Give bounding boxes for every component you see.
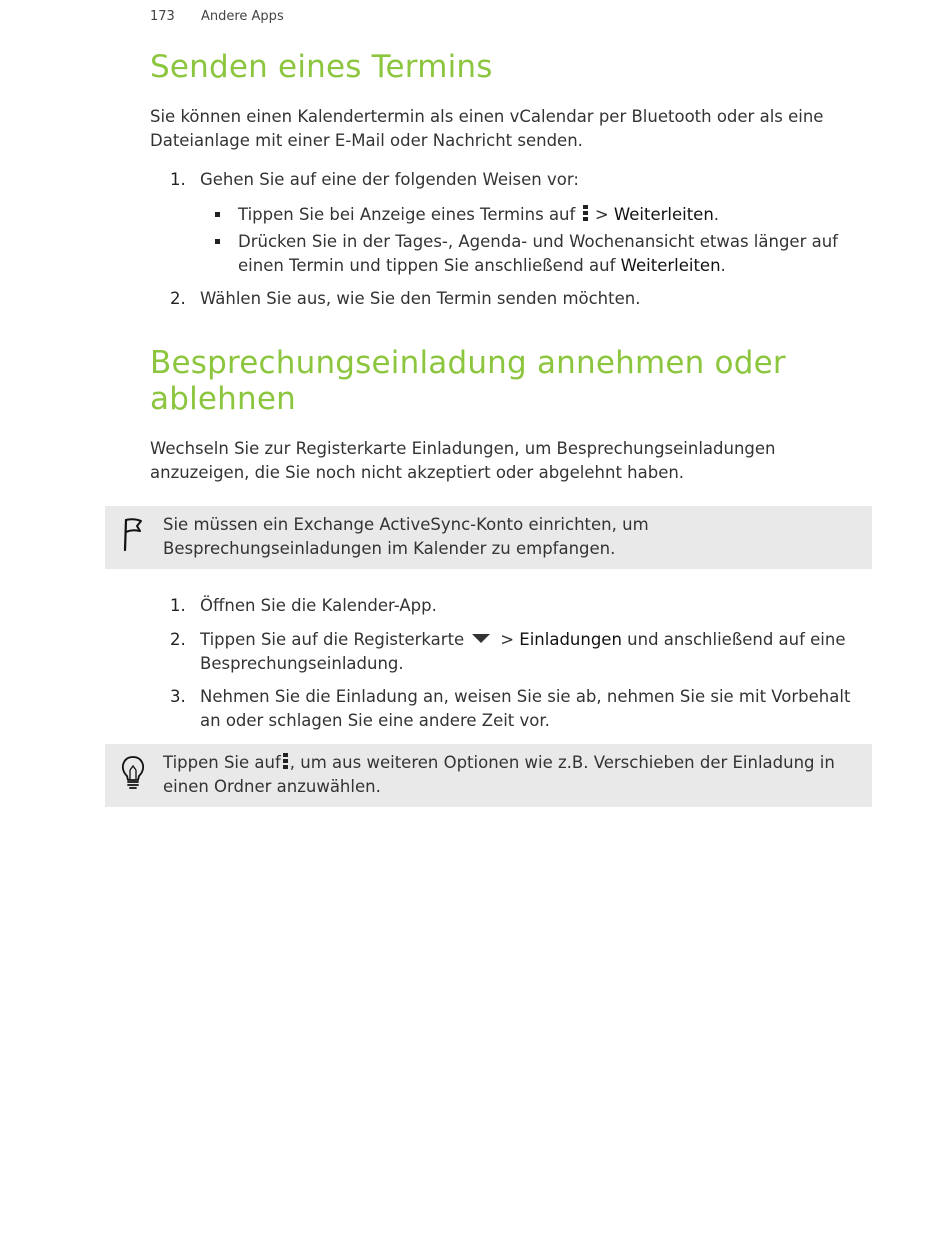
step-number: 1. — [170, 596, 186, 615]
bullet-text: Drücken Sie in der Tages-, Agenda- und Wochenansicht etwas länger auf einen Termin und tippen Sie anschließend auf — [238, 232, 838, 275]
tip-box: Tippen Sie auf , um aus weiteren Optionen wie z.B. Verschieben der Einladung in einen Ordner anzuwählen. — [105, 744, 872, 807]
kebab-menu-icon — [283, 753, 288, 770]
step-number: 3. — [170, 687, 186, 706]
step-number: 2. — [170, 289, 186, 308]
separator: > — [500, 630, 520, 649]
page-header — [150, 9, 284, 24]
step-number: 1. — [170, 170, 186, 189]
separator: > — [589, 205, 614, 224]
kebab-menu-icon — [583, 205, 588, 222]
tip-text: Tippen Sie auf — [163, 753, 281, 772]
forward-label: Weiterleiten — [613, 205, 714, 224]
section-title-send-event: Senden eines Termins — [150, 49, 493, 85]
step-text: Öffnen Sie die Kalender-App. — [200, 596, 437, 615]
step-number: 2. — [170, 630, 186, 649]
flag-icon — [120, 516, 144, 556]
step-text: Gehen Sie auf eine der folgenden Weisen vor: — [200, 170, 579, 189]
note-text: Sie müssen ein Exchange ActiveSync-Konto einrichten, um Besprechungseinladungen im Kalender zu empfangen. — [163, 515, 649, 558]
section-name: Andere Apps — [200, 9, 284, 24]
step-text: Nehmen Sie die Einladung an, weisen Sie sie ab, nehmen Sie sie mit Vorbehalt an oder schlagen Sie eine andere Zeit vor. — [200, 687, 851, 730]
dropdown-triangle-icon — [472, 634, 490, 643]
intro-paragraph: Wechseln Sie zur Registerkarte Einladungen, um Besprechungseinladungen anzuzeigen, die Sie noch nicht akzeptiert oder abgelehnt haben. — [150, 439, 776, 482]
step-text: Wählen Sie aus, wie Sie den Termin senden möchten. — [200, 289, 641, 308]
section-title-meeting-invitation: Besprechungseinladung annehmen oder ablehnen — [150, 345, 786, 417]
forward-label: Weiterleiten — [620, 256, 721, 275]
note-box — [105, 506, 872, 569]
intro-paragraph: Sie können einen Kalendertermin als einen vCalendar per Bluetooth oder als eine Dateianlage mit einer E-Mail oder Nachricht senden. — [150, 107, 824, 150]
step-text: Tippen Sie auf die Registerkarte — [200, 630, 465, 649]
lightbulb-icon — [120, 754, 146, 794]
bullet-marker — [215, 212, 220, 217]
bullet-text: Tippen Sie bei Anzeige eines Termins auf — [238, 205, 576, 224]
page-number: 173 — [150, 9, 175, 24]
invitations-label: Einladungen — [519, 630, 622, 649]
bullet-marker — [215, 239, 220, 244]
